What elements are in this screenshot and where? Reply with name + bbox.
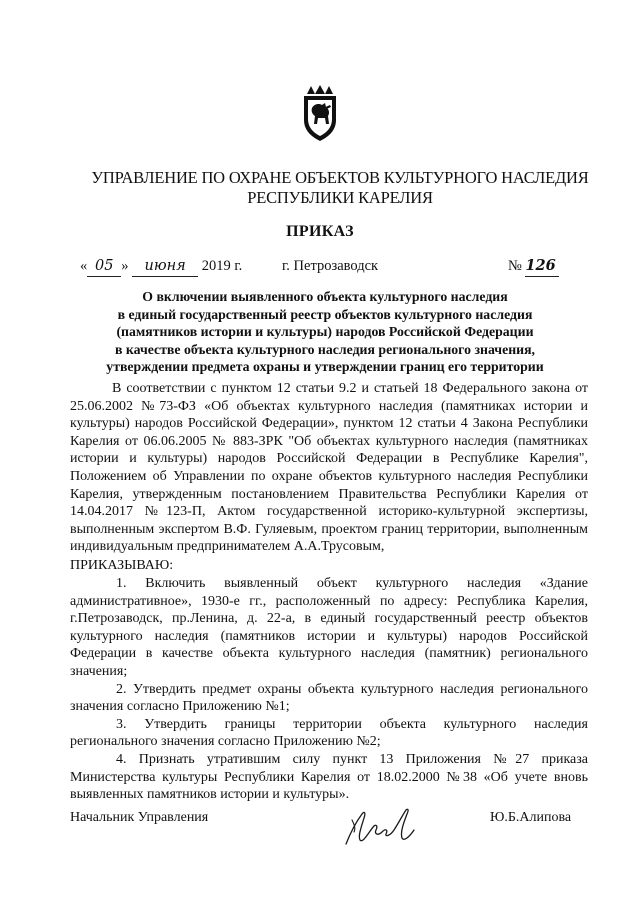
organization-name xyxy=(60,168,620,208)
org-line-1: УПРАВЛЕНИЕ ПО ОХРАНЕ ОБЪЕКТОВ КУЛЬТУРНОГО НАСЛЕДИЯ xyxy=(91,168,589,187)
coat-of-arms-icon xyxy=(299,84,341,142)
intro-paragraph: В соответствии с пунктом 12 статьи 9.2 и статьей 18 Федерального закона от 25.06.2002 №73-ФЗ «Об объектах культурного наследия (памятниках истории и культуры) народов Российской Федерации», пунктом 12 статьи 4 Закона Республики Карелия от 06.06.2005 № 883-ЗРК "Об объектах культурного наследия (памятниках истории и культуры) народов Российской Федерации в Республике Карелия", Положением об Управлении по охране объектов культурного наследия Республики Карелия, утвержденным постановлением Правительства Республики Карелия от 14.04.2017 №123-П, Актом государственной историко-культурной экспертизы, выполненным экспертом В.Ф. Гуляевым, проектом границ территории, выполненным индивидуальным предпринимателем А.А.Трусовым, xyxy=(70,381,588,555)
date-year: 2019 г. xyxy=(201,258,243,274)
decree-word: ПРИКАЗЫВАЮ: xyxy=(70,558,174,573)
title-line-3: (памятников истории и культуры) народов Российской Федерации xyxy=(116,324,534,340)
signature-icon xyxy=(338,800,434,848)
signatory-name: Ю.Б.Алипова xyxy=(490,810,572,825)
signatory-position: Начальник Управления xyxy=(70,810,209,825)
number-label: № xyxy=(508,258,522,274)
org-line-2: РЕСПУБЛИКИ КАРЕЛИЯ xyxy=(247,188,433,207)
decree-item-4: 4. Признать утратившим силу пункт 13 Приложения №27 приказа Министерства культуры Республики Карелия от 18.02.2000 №38 «Об учете вновь выявленных памятников истории и культуры». xyxy=(70,751,588,803)
document-title xyxy=(90,288,560,376)
quote-close: » xyxy=(121,258,129,274)
decree-item-3: 3. Утвердить границы территории объекта культурного наследия регионального значения согласно Приложению №2; xyxy=(70,716,588,750)
title-line-5: утверждении предмета охраны и утверждении границ его территории xyxy=(106,359,544,375)
decree-item-1: 1. Включить выявленный объект культурного наследия «Здание административное», 1930-е гг., расположенный по адресу: Республика Карелия, г.Петрозаводск, пр.Ленина, д. 22-а, в единый государственный реестр объектов культурного наследия (памятников истории и культуры) народов Российской Федерации в качестве объекта культурного наследия (памятник) регионального значения; xyxy=(70,576,588,679)
decree-items xyxy=(70,575,588,804)
quote-open: « xyxy=(80,258,88,274)
date-month: июня xyxy=(132,256,198,277)
title-line-1: О включении выявленного объекта культурного наследия xyxy=(142,289,508,304)
title-line-2: в единый государственный реестр объектов культурного наследия xyxy=(117,306,533,322)
document-city: г. Петрозаводск xyxy=(282,258,379,274)
decree-item-2: 2. Утвердить предмет охраны объекта культурного наследия регионального значения согласно Приложению №1; xyxy=(70,681,588,715)
document-number xyxy=(508,256,559,276)
date-day: 05 xyxy=(87,256,121,277)
document-type: ПРИКАЗ xyxy=(286,223,354,240)
number-value: 126 xyxy=(525,256,559,277)
document-date xyxy=(80,256,242,276)
title-line-4: в качестве объекта культурного наследия регионального значения, xyxy=(114,341,536,357)
